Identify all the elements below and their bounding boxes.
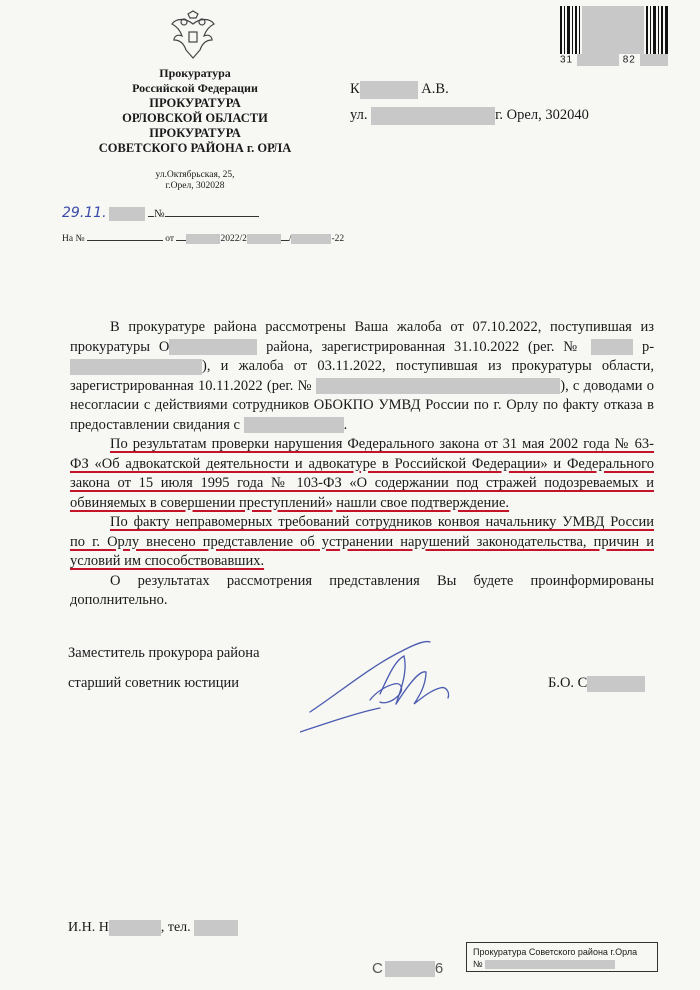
recipient-name-start: К	[350, 81, 360, 97]
paragraph	[70, 435, 654, 513]
street-label: ул.	[350, 107, 368, 123]
recipient-city: г. Орел, 302040	[495, 107, 589, 123]
address-line: г.Орел, 302028	[165, 181, 225, 191]
text: .	[343, 416, 348, 433]
registration-stamp	[466, 942, 658, 972]
redaction	[640, 54, 668, 66]
barcode	[560, 6, 670, 56]
text: ), и жалоба от 03.11.2022, поступившая из прокуратуры области, зарегистрированная 10.11.2022 (рег. №	[70, 358, 654, 394]
ref-end: -22	[331, 234, 345, 244]
ref-mid: 2022/2	[220, 234, 247, 244]
org-line: ОРЛОВСКОЙ ОБЛАСТИ	[122, 111, 268, 125]
redaction	[169, 339, 257, 355]
paragraph	[70, 513, 654, 572]
stamp-number-label: №	[473, 959, 483, 969]
text: района, зарегистрированная 31.10.2022 (рег. №	[266, 338, 583, 355]
redaction	[186, 234, 220, 244]
address-line: ул.Октябрьская, 25,	[155, 170, 235, 180]
recipient-initials: А.В.	[421, 81, 449, 97]
underlined-text: нашли свое подтверждение.	[336, 494, 510, 511]
redaction	[109, 207, 145, 221]
paragraph	[70, 572, 654, 611]
number-end: 6	[434, 960, 446, 977]
on-label: На №	[62, 234, 85, 244]
text: ), с доводами о несогласии с действиями сотрудников ОБОКПО УМВД России по г. Орлу по факту отказа в предоставлении свидания с	[70, 377, 654, 433]
paragraph	[70, 318, 654, 435]
executor-info	[68, 920, 238, 936]
org-line: ПРОКУРАТУРА	[149, 126, 241, 140]
sender-address	[80, 170, 310, 192]
redaction	[360, 81, 418, 99]
text: р-	[641, 338, 655, 355]
signer-name	[548, 675, 645, 692]
text: О результатах рассмотрения представления Вы будете проинформированы дополнительно.	[70, 572, 654, 608]
letter-body	[70, 318, 654, 611]
signer-position: Заместитель прокурора района	[68, 645, 260, 661]
org-line: СОВЕТСКОГО РАЙОНА г. ОРЛА	[98, 141, 292, 155]
document-number	[372, 960, 445, 977]
signer-rank: старший советник юстиции	[68, 675, 239, 691]
number-start: С	[372, 960, 385, 977]
redaction	[591, 339, 633, 355]
redaction	[316, 378, 560, 394]
number-label: №	[154, 208, 165, 220]
redaction	[371, 107, 495, 125]
redaction	[109, 920, 161, 936]
double-headed-eagle-icon	[168, 10, 218, 62]
barcode-number	[560, 54, 668, 66]
redaction	[244, 417, 344, 433]
redaction	[485, 960, 615, 969]
handwritten-date: 29.11.	[62, 205, 107, 221]
org-line: ПРОКУРАТУРА	[149, 96, 241, 110]
signer-name-start: Б.О. С	[548, 675, 588, 691]
underlined-text: По факту неправомерных требований сотрудников конвоя начальнику УМВД России по г. Орлу внесено представление об устранении нарушений законодательства, причин и условий им способствовавших.	[70, 514, 654, 569]
reference-line: На № от 2022/2 / -22	[62, 231, 344, 244]
stamp-org: Прокуратура Советского района г.Орла	[473, 947, 638, 957]
redaction	[247, 234, 281, 244]
redaction	[291, 234, 331, 244]
org-line: Российской Федерации	[132, 81, 258, 95]
redaction	[70, 359, 202, 375]
redaction	[385, 961, 435, 977]
handwritten-signature	[300, 612, 500, 742]
text: В прокуратуре района рассмотрены Ваша жалоба от 07.10.2022, поступившая из прокуратуры О	[70, 319, 654, 355]
from-label: от	[165, 234, 175, 244]
redaction	[577, 54, 619, 66]
underlined-text: По результатам проверки нарушения Федерального закона от 31 мая 2002 года № 63-ФЗ «Об адвокатской деятельности и адвокатуре в Российской Федерации» и Федерального закона от 15 июля 1995 года № 103-ФЗ «О содержании под стражей подозреваемых и обвиняемых в совершении преступлений»	[70, 436, 654, 511]
sender-organization	[80, 66, 310, 156]
executor-name: И.Н. Н	[68, 920, 109, 936]
phone-label: , тел.	[160, 920, 191, 936]
barcode-number-mid: 82	[622, 54, 636, 66]
outgoing-date-line	[62, 205, 259, 221]
recipient-block	[350, 76, 589, 128]
redaction	[194, 920, 238, 936]
barcode-number-start: 31	[560, 54, 574, 66]
org-line: Прокуратура	[159, 66, 231, 80]
redaction	[587, 676, 645, 692]
